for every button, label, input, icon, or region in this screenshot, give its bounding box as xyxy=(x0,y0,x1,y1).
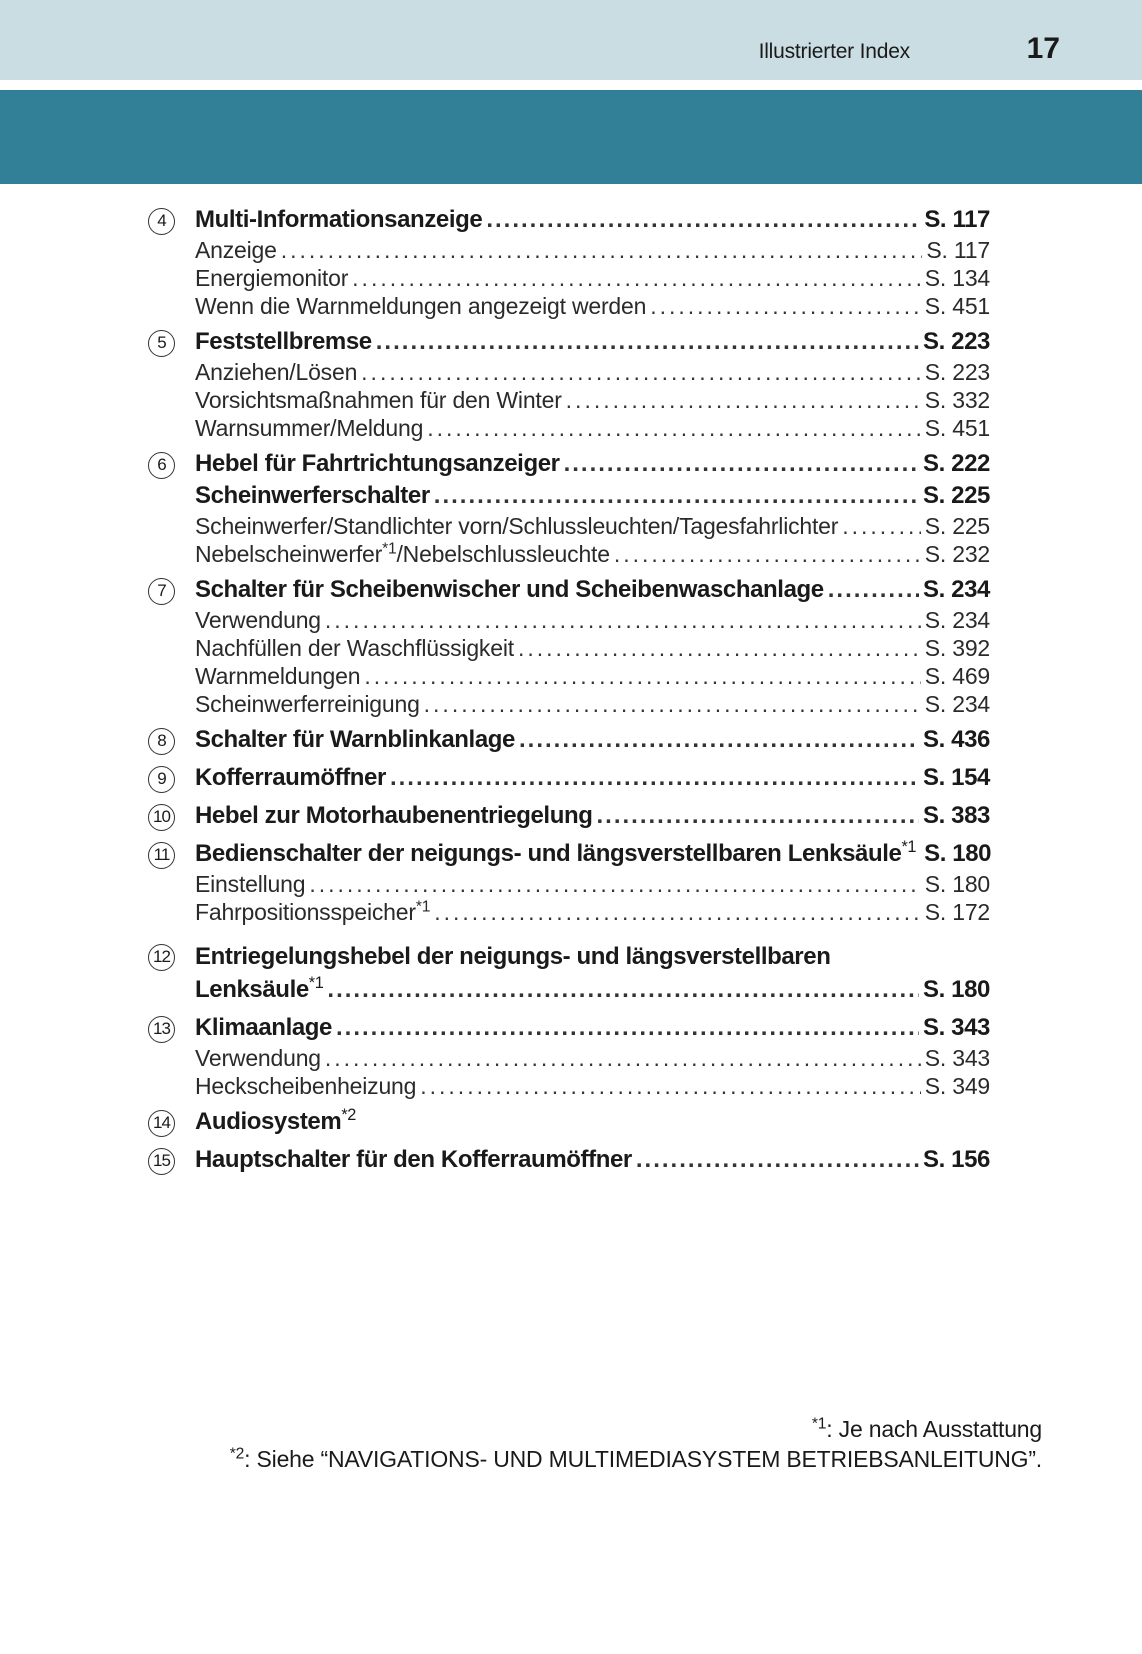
footnote-2: $^{*2}$: Siehe “NAVIGATIONS- UND MULTIMEDIASYSTEM BETRIEBSANLEITUNG”. xyxy=(229,1445,1042,1472)
index-entry-12 xyxy=(148,940,990,1006)
sub-entry[interactable]: Anziehen/Lösen ..... S. 223 xyxy=(195,358,990,386)
index-entry-11 xyxy=(148,838,990,926)
footnotes xyxy=(230,1414,1042,1474)
entry-heading[interactable]: Bedienschalter der neigungs- und längsverstellbaren Lenksäule$^{*1}$ S. 180 xyxy=(195,838,990,870)
dot-leader xyxy=(564,448,919,480)
index-entry-15 xyxy=(148,1144,990,1176)
sub-entry[interactable]: Warnsummer/Meldung ..... S. 451 xyxy=(195,414,990,442)
section-title: Illustrierter Index xyxy=(758,40,910,63)
dot-leader xyxy=(650,292,920,320)
index-entry-9 xyxy=(148,762,990,794)
footnote-marker: *1 xyxy=(308,974,324,993)
sub-entry[interactable]: Einstellung ..... S. 180 xyxy=(195,870,990,898)
entry-heading[interactable]: Audiosystem$^{*2}$ xyxy=(195,1106,356,1135)
sub-entry[interactable]: Verwendung ..... S. 343 xyxy=(195,1044,990,1072)
page-ref[interactable]: S. 154 xyxy=(923,764,990,791)
page-ref[interactable]: S. 436 xyxy=(923,726,990,753)
page-ref[interactable]: S. 392 xyxy=(924,635,990,661)
index-list xyxy=(148,204,990,1182)
dot-leader xyxy=(518,634,921,662)
page-ref[interactable]: S. 332 xyxy=(924,387,990,413)
dot-leader xyxy=(614,540,921,568)
page-ref[interactable]: S. 156 xyxy=(923,1146,990,1173)
page-ref[interactable]: S. 117 xyxy=(926,237,990,263)
index-entry-14 xyxy=(148,1106,990,1138)
entry-heading[interactable]: Schalter für Warnblinkanlage ..... S. 436 xyxy=(195,724,990,756)
dot-leader xyxy=(281,236,923,264)
page-ref[interactable]: S. 451 xyxy=(924,415,990,441)
header-band xyxy=(0,0,1142,80)
footnote-marker: *1 xyxy=(901,838,917,857)
page-ref[interactable]: S. 223 xyxy=(923,328,990,355)
footnote-marker: *2 xyxy=(229,1445,245,1463)
footnote-marker: *2 xyxy=(341,1106,356,1125)
dot-leader xyxy=(424,690,921,718)
dot-leader xyxy=(519,724,919,756)
entry-heading[interactable]: Multi-Informationsanzeige ..... S. 117 xyxy=(195,204,990,236)
item-number-badge: 10 xyxy=(148,804,175,831)
page-ref[interactable]: S. 343 xyxy=(924,1045,990,1071)
page-ref[interactable]: S. 469 xyxy=(924,663,990,689)
entry-heading[interactable]: Feststellbremse ..... S. 223 xyxy=(195,326,990,358)
dot-leader xyxy=(336,1012,919,1044)
page-ref[interactable]: S. 117 xyxy=(924,206,990,233)
page-ref[interactable]: S. 225 xyxy=(924,513,990,539)
page-number: 17 xyxy=(1026,32,1060,65)
page-ref[interactable]: S. 222 xyxy=(923,450,990,477)
dot-leader xyxy=(427,414,921,442)
item-number-badge: 7 xyxy=(148,578,175,605)
sub-entry[interactable]: Warnmeldungen ..... S. 469 xyxy=(195,662,990,690)
item-number-badge: 4 xyxy=(148,208,175,235)
sub-entry[interactable]: Wenn die Warnmeldungen angezeigt werden ..... S. 451 xyxy=(195,292,990,320)
entry-heading[interactable]: Hebel für Fahrtrichtungsanzeiger ..... S. 222 xyxy=(195,448,990,480)
dot-leader xyxy=(842,512,920,540)
entry-heading[interactable]: Kofferraumöffner ..... S. 154 xyxy=(195,762,990,794)
page-ref[interactable]: S. 232 xyxy=(924,541,990,567)
page-ref[interactable]: S. 234 xyxy=(924,607,990,633)
index-entry-5 xyxy=(148,326,990,442)
index-entry-7 xyxy=(148,574,990,718)
item-number-badge: 9 xyxy=(148,766,175,793)
dot-leader xyxy=(327,974,919,1006)
dot-leader xyxy=(390,762,919,794)
page-ref[interactable]: S. 134 xyxy=(924,265,990,291)
dot-leader xyxy=(309,870,920,898)
dot-leader xyxy=(828,574,919,606)
item-number-badge: 15 xyxy=(148,1148,175,1175)
dot-leader xyxy=(434,898,921,926)
footnote-1: $^{*1}$: Je nach Ausstattung xyxy=(811,1415,1042,1442)
index-entry-8 xyxy=(148,724,990,756)
entry-heading[interactable]: Lenksäule$^{*1}$ ..... S. 180 xyxy=(195,974,990,1006)
spacer xyxy=(148,932,990,940)
page-ref[interactable]: S. 234 xyxy=(924,691,990,717)
sub-entry[interactable]: Scheinwerferreinigung ..... S. 234 xyxy=(195,690,990,718)
dot-leader xyxy=(352,264,921,292)
item-number-badge: 8 xyxy=(148,728,175,755)
page-ref[interactable]: S. 383 xyxy=(923,802,990,829)
entry-heading[interactable]: Schalter für Scheibenwischer und Scheibenwaschanlage ..... S. 234 xyxy=(195,574,990,606)
sub-entry[interactable]: Vorsichtsmaßnahmen für den Winter ..... S. 332 xyxy=(195,386,990,414)
page-ref[interactable]: S. 234 xyxy=(923,576,990,603)
dot-leader xyxy=(636,1144,919,1176)
dot-leader xyxy=(420,1072,920,1100)
footnote-marker: *1 xyxy=(382,540,397,558)
sub-entry[interactable]: Nebelscheinwerfer$^{*1}$/Nebelschlussleuchte ..... S. 232 xyxy=(195,540,990,568)
dot-leader xyxy=(434,480,919,512)
dot-leader xyxy=(325,606,921,634)
sub-entry[interactable]: Scheinwerfer/Standlichter vorn/Schlussleuchten/Tagesfahrlichter ..... S. 225 xyxy=(195,512,990,540)
item-number-badge: 11 xyxy=(148,842,175,869)
dot-leader xyxy=(376,326,919,358)
item-number-badge: 5 xyxy=(148,330,175,357)
dot-leader xyxy=(486,204,920,236)
page-ref[interactable]: S. 180 xyxy=(923,976,990,1003)
sub-entry[interactable]: Energiemonitor ..... S. 134 xyxy=(195,264,990,292)
index-entry-13 xyxy=(148,1012,990,1100)
item-number-badge: 6 xyxy=(148,452,175,479)
dot-leader xyxy=(361,358,921,386)
sub-entry[interactable]: Nachfüllen der Waschflüssigkeit ..... S. 392 xyxy=(195,634,990,662)
page-ref[interactable]: S. 223 xyxy=(924,359,990,385)
index-entry-4 xyxy=(148,204,990,320)
page-ref[interactable]: S. 180 xyxy=(924,840,992,867)
page-ref[interactable]: S. 343 xyxy=(923,1014,990,1041)
footnote-marker: *1 xyxy=(811,1415,827,1433)
entry-heading[interactable]: Hebel zur Motorhaubenentriegelung ..... S. 383 xyxy=(195,800,990,832)
item-number-badge: 14 xyxy=(148,1110,175,1137)
sub-entry[interactable]: Anzeige ..... S. 117 xyxy=(195,236,990,264)
entry-heading[interactable]: Hauptschalter für den Kofferraumöffner ..... S. 156 xyxy=(195,1144,990,1176)
index-entry-10 xyxy=(148,800,990,832)
accent-band xyxy=(0,90,1142,184)
page-ref[interactable]: S. 451 xyxy=(924,293,990,319)
footnote-marker: *1 xyxy=(415,898,431,916)
page-ref[interactable]: S. 172 xyxy=(924,899,990,925)
dot-leader xyxy=(325,1044,921,1072)
page-ref[interactable]: S. 180 xyxy=(924,871,990,897)
entry-heading-secondary[interactable]: Scheinwerferschalter ..... S. 225 xyxy=(195,480,990,512)
entry-heading[interactable]: Klimaanlage ..... S. 343 xyxy=(195,1012,990,1044)
index-entry-6 xyxy=(148,448,990,568)
sub-entry[interactable]: Verwendung ..... S. 234 xyxy=(195,606,990,634)
item-number-badge: 12 xyxy=(148,944,175,971)
item-number-badge: 13 xyxy=(148,1016,175,1043)
sub-entry[interactable]: Heckscheibenheizung ..... S. 349 xyxy=(195,1072,990,1100)
page-ref[interactable]: S. 349 xyxy=(924,1073,990,1099)
dot-leader xyxy=(364,662,920,690)
entry-heading-line1[interactable]: Entriegelungshebel der neigungs- und längsverstellbaren xyxy=(195,943,831,970)
dot-leader xyxy=(566,386,921,414)
page-ref[interactable]: S. 225 xyxy=(923,482,990,509)
sub-entry[interactable]: Fahrpositionsspeicher$^{*1}$ ..... S. 172 xyxy=(195,898,990,926)
dot-leader xyxy=(596,800,919,832)
